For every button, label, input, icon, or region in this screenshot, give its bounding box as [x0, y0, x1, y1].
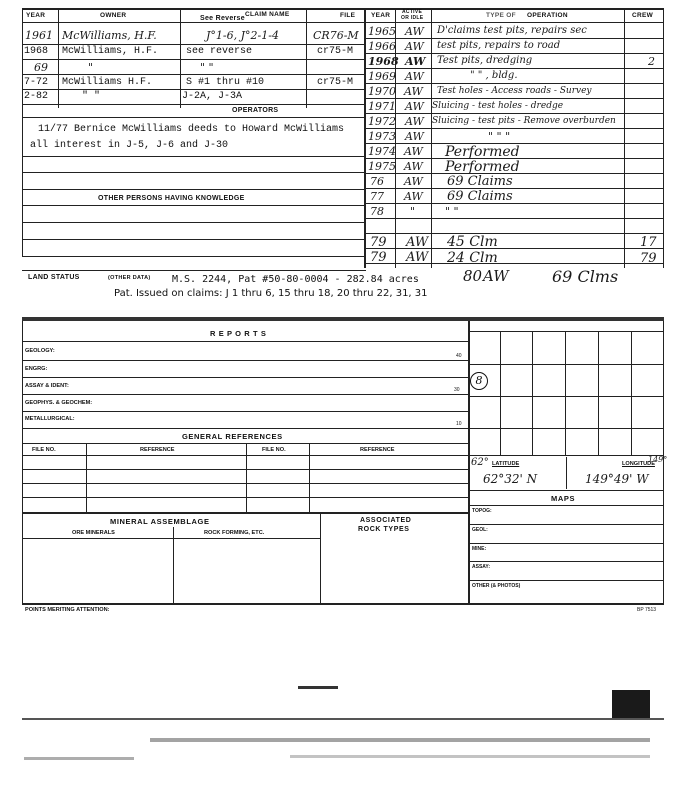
- op-operation: " " ": [488, 130, 511, 143]
- lon-note: 149°: [648, 455, 668, 464]
- op-row-line: [364, 188, 663, 189]
- crew-header: CREW: [632, 12, 654, 19]
- row-line: [22, 156, 364, 157]
- ref-line: [22, 483, 468, 484]
- scan-line: [150, 738, 650, 742]
- reports-line: [22, 341, 468, 342]
- grid-line: [565, 331, 566, 455]
- latitude-value: 62°32' N: [483, 472, 538, 486]
- mineral-line: [22, 538, 320, 539]
- crew-col-line: [624, 8, 625, 268]
- year-header: YEAR: [26, 12, 46, 19]
- report-assay: ASSAY & IDENT:: [25, 383, 69, 389]
- op-row-line: [364, 128, 663, 129]
- operators-line-1: 11/77 Bernice McWilliams deeds to Howard McWilliams: [38, 124, 345, 135]
- scan-mark: [298, 686, 338, 689]
- op-year: 1966: [368, 40, 396, 53]
- op-operation: Performed: [445, 159, 520, 175]
- ref-line: [22, 469, 468, 470]
- maps-title: MAPS: [551, 494, 576, 503]
- grid-line: [532, 331, 533, 455]
- report-num: 10: [456, 421, 462, 427]
- form-code: BP 7513: [637, 607, 657, 613]
- see-reverse-stamp: See Reverse: [200, 15, 245, 22]
- op-year: 1972: [368, 115, 396, 128]
- op-active: AW: [405, 40, 424, 53]
- report-metallurgical: METALLURGICAL:: [25, 416, 75, 422]
- land-status-line: [22, 270, 366, 271]
- op-year: 1970: [368, 85, 396, 98]
- op-year: 1969: [368, 70, 396, 83]
- op-active: ": [410, 205, 416, 218]
- owner-row-line: [22, 104, 364, 105]
- op-active: AW: [404, 145, 423, 158]
- operation-header: OPERATION: [527, 12, 568, 19]
- op-row-line: [364, 68, 663, 69]
- owner-year: 1961: [25, 29, 53, 42]
- ref-line: [22, 455, 468, 456]
- op-crew: 17: [640, 235, 657, 250]
- op-row-line: [364, 38, 663, 39]
- left-border: [22, 8, 23, 256]
- maps-line: [468, 505, 663, 506]
- grid-line: [500, 331, 501, 455]
- op-row-line: [364, 53, 663, 54]
- ref-line: [22, 497, 468, 498]
- op-operation: 24 Clm: [447, 250, 498, 266]
- reports-line: [22, 394, 468, 395]
- op-row-line: [364, 98, 663, 99]
- op-operation: Test holes - Access roads - Survey: [437, 86, 592, 96]
- op-crew: 79: [640, 251, 657, 266]
- active-header: ACTIVE: [402, 9, 423, 15]
- op-active: AW: [404, 160, 423, 173]
- top-border: [22, 8, 664, 10]
- scan-artifact: [612, 690, 650, 720]
- op-active: AW: [483, 267, 509, 285]
- op-operation: 69 Clms: [552, 267, 619, 286]
- owner-file: cr75-M: [317, 77, 354, 88]
- year2-header: YEAR: [371, 12, 391, 19]
- op-active: AW: [405, 130, 424, 143]
- op-operation: D'claims test pits, repairs sec: [437, 25, 587, 36]
- op-active: AW: [406, 235, 429, 250]
- reports-line: [22, 411, 468, 412]
- op-year: 76: [370, 175, 384, 188]
- ore-minerals-label: ORE MINERALS: [72, 530, 115, 536]
- op-active: AW: [405, 25, 424, 38]
- map-topog: TOPOG:: [472, 508, 492, 514]
- operators-label: OPERATORS: [232, 107, 279, 114]
- owner-name: McWilliams, H.F.: [62, 29, 157, 42]
- owner-name: ": [88, 61, 94, 74]
- owner-claim: " ": [200, 61, 214, 74]
- points-meriting-label: POINTS MERITING ATTENTION:: [25, 607, 110, 613]
- claim-col-line: [306, 8, 307, 108]
- owner-year: 7-72: [24, 77, 49, 88]
- file-header: FILE: [340, 12, 356, 19]
- lower-left-border: [22, 321, 23, 603]
- op-crew: 2: [648, 55, 655, 68]
- op-row-line: [364, 203, 663, 204]
- ref-col-line: [309, 443, 310, 513]
- map-mine: MINE:: [472, 546, 487, 552]
- op-year: 79: [370, 250, 387, 265]
- claim-name-header: CLAIM NAME: [245, 11, 290, 18]
- land-status-sub: (OTHER DATA): [108, 275, 151, 281]
- land-status-label: LAND STATUS: [28, 274, 80, 281]
- center-divider: [364, 8, 366, 268]
- other-persons-label: OTHER PERSONS HAVING KNOWLEDGE: [98, 195, 245, 202]
- owner-file: CR76-M: [313, 29, 359, 42]
- map-geol: GEOL:: [472, 527, 488, 533]
- row-line: [22, 239, 364, 240]
- general-references-title: GENERAL REFERENCES: [182, 432, 283, 441]
- mineral-title: MINERAL ASSEMBLAGE: [110, 517, 210, 526]
- owner-file: cr75-M: [317, 46, 354, 57]
- op-operation: Sluicing - test pits - Remove overburden: [432, 116, 616, 126]
- report-num: 40: [456, 353, 462, 359]
- or-idle-header: OR IDLE: [401, 15, 424, 21]
- circled-number: 8: [470, 372, 488, 390]
- op-operation: Sluicing - test holes - dredge: [432, 101, 564, 111]
- op-active: AW: [404, 175, 423, 188]
- op-operation: " " , bldg.: [470, 70, 518, 81]
- op-year: 80: [463, 267, 483, 285]
- owner-row-line: [22, 74, 364, 75]
- op-year: 1974: [368, 145, 396, 158]
- grid-line: [631, 331, 632, 455]
- land-status-line1: M.S. 2244, Pat #50-80-0004 - 282.84 acres: [172, 274, 419, 285]
- row-line: [22, 222, 364, 223]
- report-engrg: ENGRG:: [25, 366, 48, 372]
- op-operation: 69 Claims: [447, 189, 513, 204]
- mineral-col-line: [173, 527, 174, 603]
- owner-year: 69: [34, 61, 48, 74]
- owner-claim: S #1 thru #10: [186, 77, 265, 88]
- op-year: 1971: [368, 100, 396, 113]
- op-row-line: [364, 233, 663, 234]
- op-operation: Test pits, dredging: [437, 55, 533, 66]
- owner-header: OWNER: [100, 12, 127, 19]
- map-other: OTHER (& PHOTOS): [472, 583, 521, 589]
- op-row-line: [364, 218, 663, 219]
- op-active: AW: [405, 100, 424, 113]
- grid-line: [468, 490, 663, 491]
- owner-claim: J°1-6, J°2-1-4: [206, 29, 279, 42]
- op-operation: test pits, repairs to road: [437, 40, 561, 51]
- mineral-col-line: [320, 512, 321, 603]
- report-geology: GEOLOGY:: [25, 348, 55, 354]
- active-col-line: [431, 8, 432, 268]
- owner-name: " ": [82, 91, 101, 102]
- owner-row-line: [22, 59, 364, 60]
- report-num: 30: [454, 387, 460, 393]
- op-active: AW: [405, 70, 424, 83]
- grid-line: [598, 331, 599, 455]
- op-operation: 69 Claims: [447, 174, 513, 189]
- rock-forming-label: ROCK FORMING, ETC.: [204, 530, 265, 536]
- op-active: AW: [404, 190, 423, 203]
- maps-line: [468, 524, 663, 525]
- owner-claim: see reverse: [186, 46, 253, 57]
- maps-line: [468, 543, 663, 544]
- op-year: 77: [370, 190, 384, 203]
- ref-col-file-2: FILE NO.: [262, 447, 286, 453]
- op-row-line: [364, 83, 663, 84]
- year-col-line: [58, 8, 59, 108]
- owner-row-line: [22, 44, 364, 45]
- owner-name: McWilliams, H.F.: [62, 46, 159, 57]
- land-status-line2: Pat. Issued on claims: J 1 thru 6, 15 thru 18, 20 thru 22, 31, 31: [114, 288, 428, 299]
- type-of-header: TYPE OF: [486, 12, 516, 19]
- op-year: 1975: [368, 160, 396, 173]
- right-border: [663, 8, 664, 268]
- grid-line: [468, 455, 663, 456]
- op-active: AW: [405, 115, 424, 128]
- rock-types-label: ROCK TYPES: [358, 526, 410, 533]
- row-line: [22, 172, 364, 173]
- operators-line-2: all interest in J-5, J-6 and J-30: [30, 140, 229, 151]
- ref-line: [22, 443, 468, 444]
- ref-line: [22, 512, 468, 514]
- latitude-label: LATITUDE: [492, 461, 520, 467]
- op-operation: " ": [445, 205, 459, 218]
- footer-line: [22, 603, 664, 605]
- scan-line: [24, 757, 134, 760]
- op-year: 1968: [368, 55, 399, 68]
- op-active: AW: [404, 85, 423, 98]
- op-year: 79: [370, 235, 387, 250]
- owner-year: 2-82: [24, 91, 49, 102]
- reports-line: [22, 377, 468, 378]
- op-year: 1973: [368, 130, 396, 143]
- op-active: AW: [405, 55, 426, 68]
- op-operation: 45 Clm: [447, 234, 498, 250]
- op-row-line: [364, 113, 663, 114]
- operators-line: [22, 117, 364, 118]
- ref-col-file: FILE NO.: [32, 447, 56, 453]
- reports-line: [22, 428, 468, 429]
- op-active: AW: [406, 250, 429, 265]
- separator-bar: [22, 317, 664, 321]
- header-divider: [22, 22, 664, 23]
- associated-label: ASSOCIATED: [360, 517, 412, 524]
- row-line: [22, 205, 364, 206]
- maps-line: [468, 580, 663, 581]
- reports-line: [22, 360, 468, 361]
- owner-name: McWilliams H.F.: [62, 77, 153, 88]
- row-line: [22, 256, 364, 257]
- op-year: 78: [370, 205, 384, 218]
- report-geophys: GEOPHYS. & GEOCHEM:: [25, 400, 93, 406]
- ref-col-reference: REFERENCE: [140, 447, 175, 453]
- scan-line: [290, 755, 650, 758]
- owner-col-line: [180, 8, 181, 108]
- op-year: 1965: [368, 25, 396, 38]
- maps-line: [468, 561, 663, 562]
- row-line: [22, 189, 364, 190]
- owner-year: 1968: [24, 46, 49, 57]
- ref-col-line: [246, 443, 247, 513]
- ref-col-line: [86, 443, 87, 513]
- reports-title: R E P O R T S: [210, 329, 267, 338]
- lat-note: 62°: [471, 457, 489, 468]
- latlon-divider: [566, 457, 567, 489]
- longitude-label: LONGITUDE: [622, 461, 655, 467]
- map-assay: ASSAY:: [472, 564, 491, 570]
- op-operation: Performed: [445, 144, 520, 160]
- ref-col-reference-2: REFERENCE: [360, 447, 395, 453]
- scan-line: [22, 718, 664, 720]
- owner-claim: J-2A, J-3A: [182, 91, 243, 102]
- owner-row-line: [22, 89, 364, 90]
- longitude-value: 149°49' W: [585, 472, 649, 486]
